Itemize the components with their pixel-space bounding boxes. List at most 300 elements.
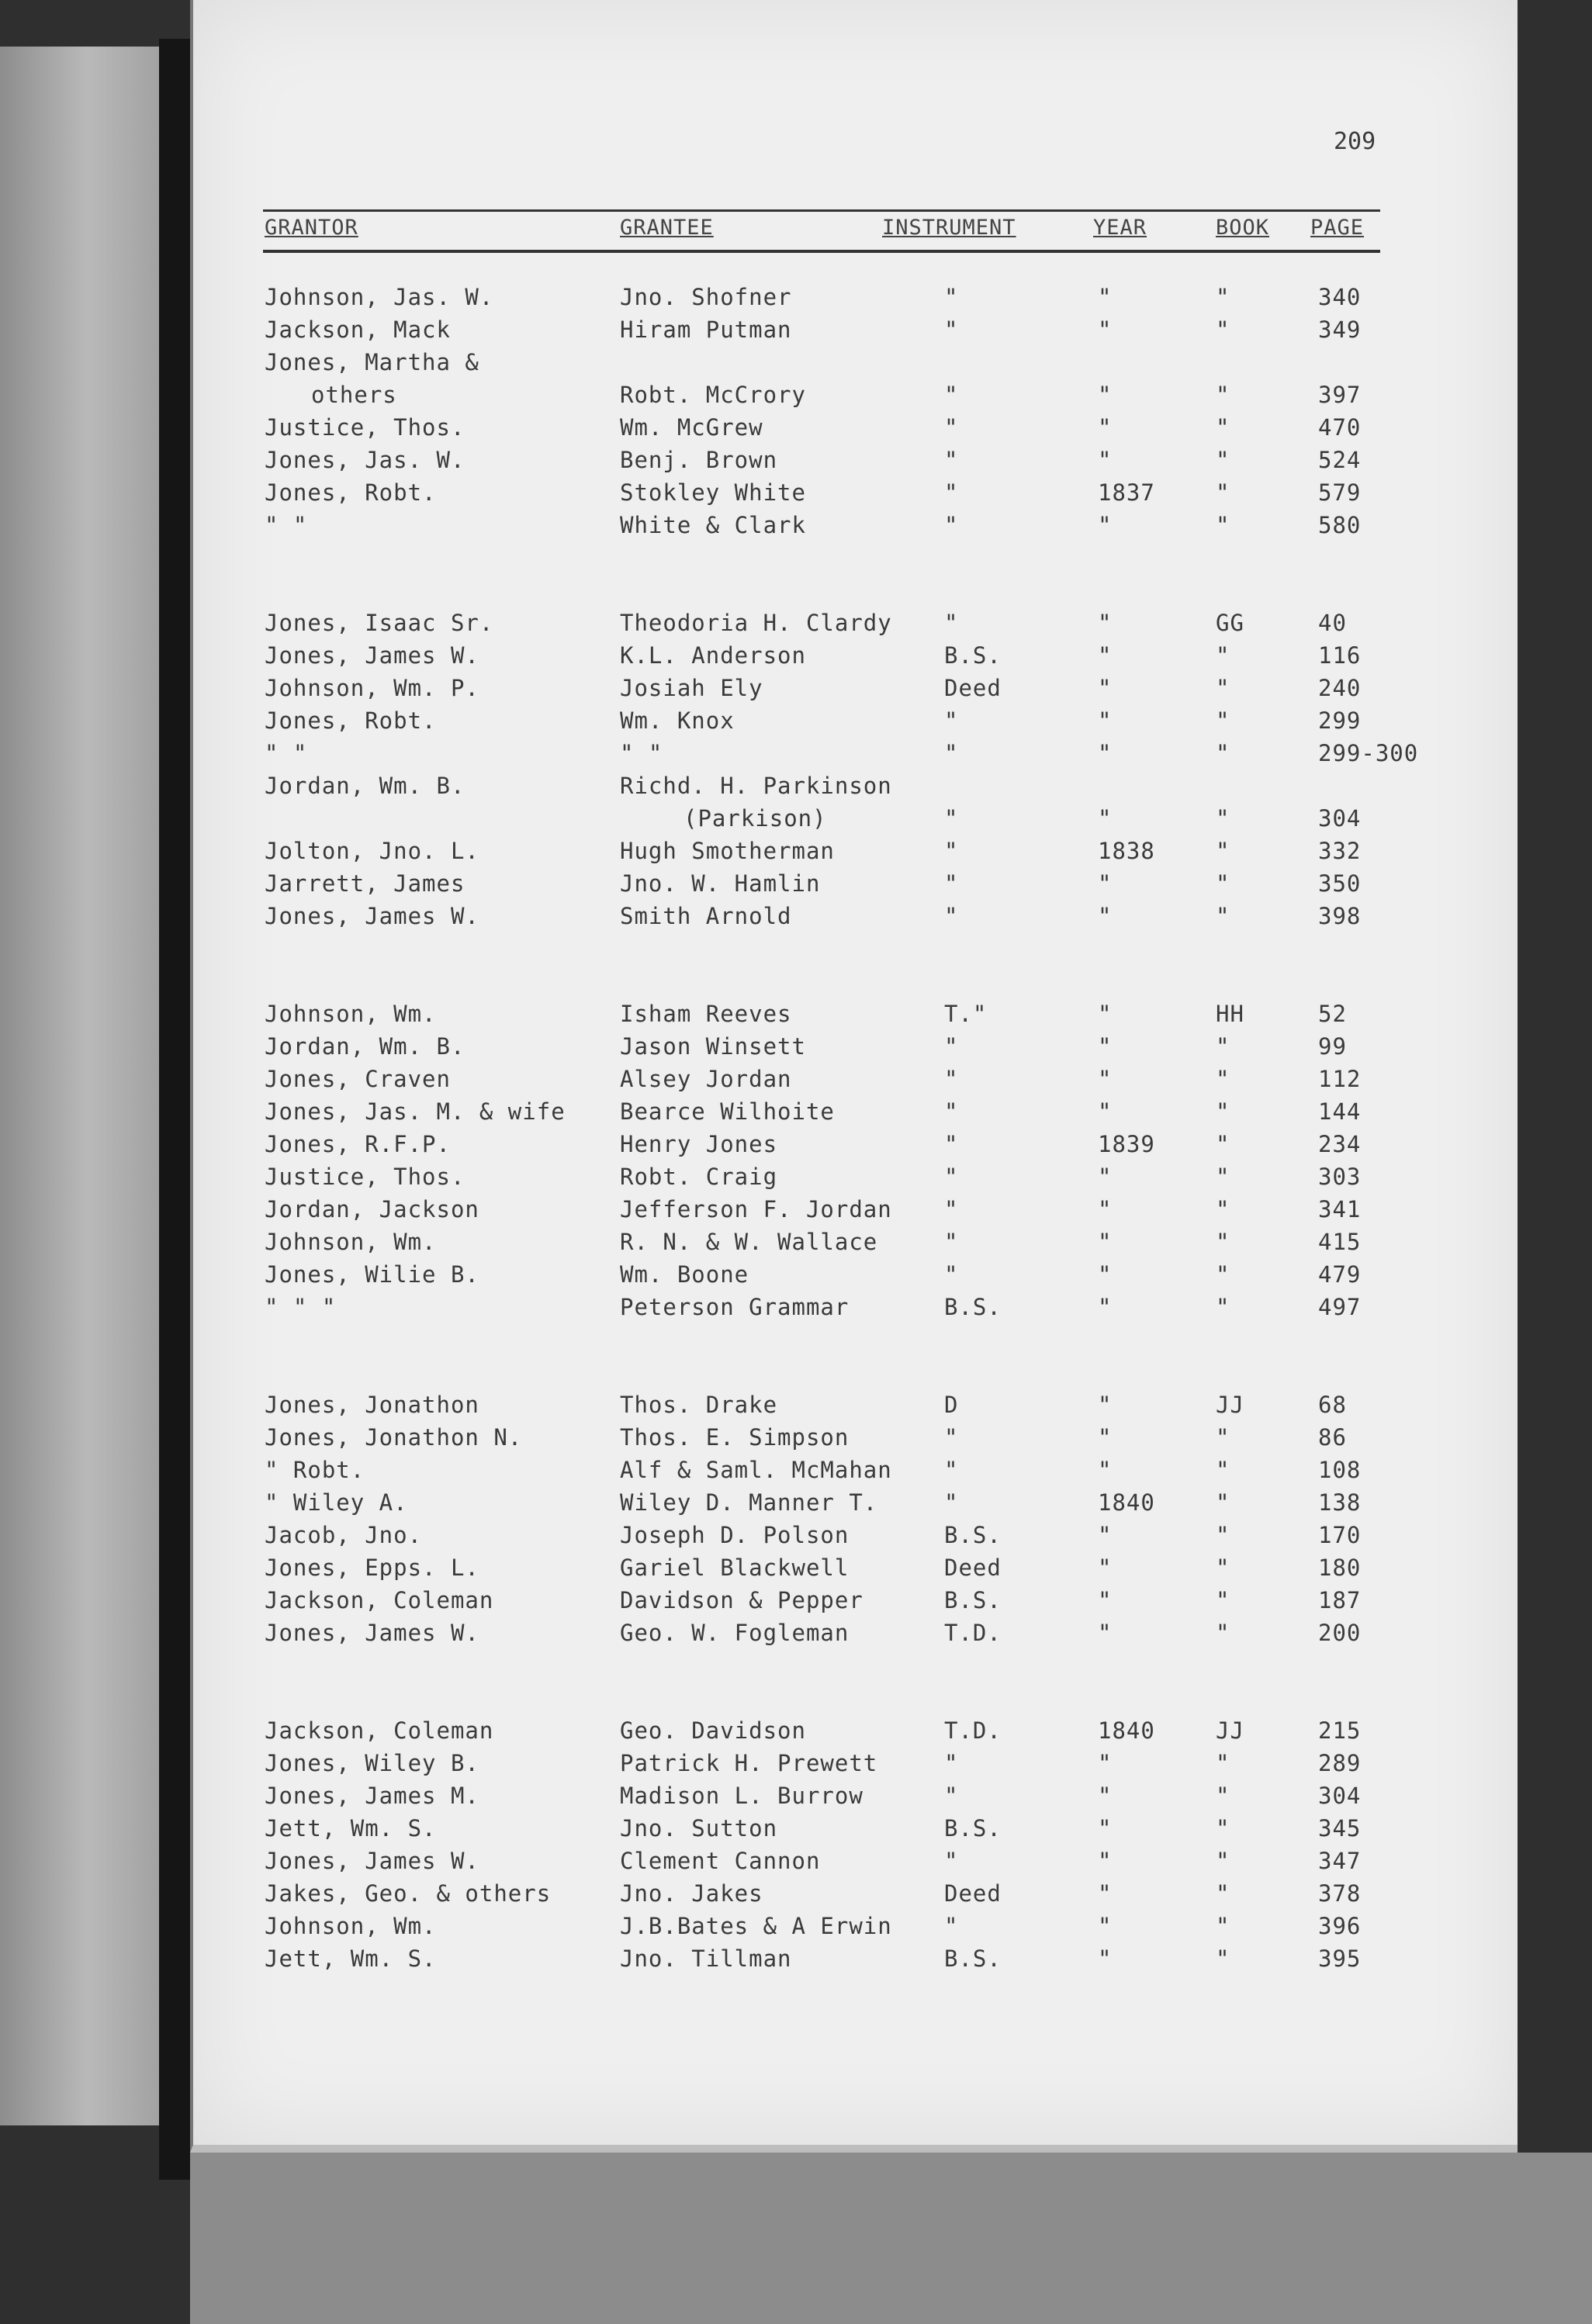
record-grantee: Alsey Jordan — [620, 1066, 792, 1092]
record-year: 1840 — [1098, 1717, 1155, 1744]
record-grantee: Madison L. Burrow — [620, 1783, 863, 1809]
record-page: 234 — [1318, 1131, 1362, 1157]
record-book: " — [1216, 382, 1230, 408]
record-book: " — [1216, 1522, 1230, 1548]
header-page: PAGE — [1310, 216, 1365, 240]
record-row — [193, 1945, 1518, 1976]
record-grantee: Hiram Putman — [620, 316, 792, 343]
record-page: 580 — [1318, 512, 1362, 538]
record-row — [193, 1913, 1518, 1944]
record-year: " — [1098, 1392, 1113, 1418]
record-row — [193, 1620, 1518, 1651]
record-row — [193, 1424, 1518, 1455]
record-grantor: Jones, James W. — [265, 903, 479, 929]
record-instrument: " — [944, 1783, 959, 1809]
record-page: 108 — [1318, 1457, 1362, 1483]
scan-background — [190, 2153, 1592, 2324]
record-grantee: Bearce Wilhoite — [620, 1098, 835, 1125]
record-instrument: B.S. — [944, 1815, 1002, 1842]
record-grantor: Jones, Jonathon N. — [265, 1424, 523, 1451]
record-year: " — [1098, 1587, 1113, 1613]
record-book: " — [1216, 1196, 1230, 1223]
record-year: " — [1098, 1945, 1113, 1972]
record-grantor: Jones, Craven — [265, 1066, 451, 1092]
record-grantor: Jones, Jas. W. — [265, 447, 465, 473]
record-grantor: Jacob, Jno. — [265, 1522, 423, 1548]
record-grantee: Robt. Craig — [620, 1164, 778, 1190]
record-page: 395 — [1318, 1945, 1362, 1972]
record-book: " — [1216, 1261, 1230, 1288]
record-page: 86 — [1318, 1424, 1347, 1451]
record-grantee: Thos. E. Simpson — [620, 1424, 850, 1451]
record-row — [193, 414, 1518, 445]
record-row — [193, 1587, 1518, 1618]
record-year: " — [1098, 284, 1113, 310]
record-grantee: " " — [620, 740, 663, 766]
record-grantor: Johnson, Wm. — [265, 1229, 437, 1255]
record-grantor: Jones, James W. — [265, 1848, 479, 1874]
record-grantee: Wm. Boone — [620, 1261, 749, 1288]
record-page: 200 — [1318, 1620, 1362, 1646]
record-grantee: Benj. Brown — [620, 447, 778, 473]
record-year: " — [1098, 414, 1113, 441]
record-instrument: T." — [944, 1001, 988, 1027]
record-grantor: Jarrett, James — [265, 870, 465, 897]
record-list — [193, 0, 1518, 2145]
header-grantee: GRANTEE — [620, 216, 714, 240]
record-grantor: Jett, Wm. S. — [265, 1945, 437, 1972]
record-instrument: " — [944, 1750, 959, 1776]
record-row — [193, 1457, 1518, 1488]
record-row — [193, 642, 1518, 673]
record-book: " — [1216, 414, 1230, 441]
record-row — [193, 1033, 1518, 1064]
record-instrument: " — [944, 1261, 959, 1288]
record-instrument: " — [944, 1196, 959, 1223]
record-row — [193, 903, 1518, 934]
record-year: " — [1098, 1424, 1113, 1451]
record-row — [193, 447, 1518, 478]
record-book: " — [1216, 1424, 1230, 1451]
record-grantor: " " " — [265, 1294, 337, 1320]
record-row — [193, 1489, 1518, 1520]
record-page: 378 — [1318, 1880, 1362, 1907]
page-number: 209 — [1334, 128, 1376, 155]
record-instrument: T.D. — [944, 1620, 1002, 1646]
record-grantor: Jones, Wiley B. — [265, 1750, 479, 1776]
record-grantee: Hugh Smotherman — [620, 838, 835, 864]
record-grantor: Jones, James M. — [265, 1783, 479, 1809]
record-instrument: " — [944, 284, 959, 310]
record-grantee: Geo. Davidson — [620, 1717, 806, 1744]
record-grantor: Jones, Martha & — [265, 349, 479, 375]
record-grantee: Richd. H. Parkinson — [620, 773, 892, 799]
record-row — [193, 1164, 1518, 1195]
page-gutter — [159, 39, 190, 2180]
record-page: 187 — [1318, 1587, 1362, 1613]
record-instrument: " — [944, 1033, 959, 1060]
record-row — [193, 1717, 1518, 1748]
record-grantee: Patrick H. Prewett — [620, 1750, 878, 1776]
record-row — [193, 838, 1518, 869]
record-row — [193, 512, 1518, 543]
record-row — [193, 1098, 1518, 1129]
record-year: " — [1098, 1294, 1113, 1320]
record-instrument: " — [944, 1489, 959, 1516]
record-grantee: Jno. Tillman — [620, 1945, 792, 1972]
record-grantee: Jno. Shofner — [620, 284, 792, 310]
record-book: " — [1216, 1750, 1230, 1776]
record-grantee: Davidson & Pepper — [620, 1587, 863, 1613]
record-instrument: " — [944, 707, 959, 734]
record-row — [193, 1880, 1518, 1911]
record-page: 398 — [1318, 903, 1362, 929]
record-book: " — [1216, 870, 1230, 897]
record-book: " — [1216, 1164, 1230, 1190]
record-grantor: Justice, Thos. — [265, 1164, 465, 1190]
record-instrument: " — [944, 1066, 959, 1092]
record-instrument: " — [944, 1424, 959, 1451]
record-grantor: Jones, Robt. — [265, 479, 437, 506]
record-grantor: " " — [265, 512, 308, 538]
record-grantor: Johnson, Wm. — [265, 1001, 437, 1027]
record-book: " — [1216, 707, 1230, 734]
record-year: " — [1098, 1555, 1113, 1581]
record-grantor: Jones, James W. — [265, 1620, 479, 1646]
record-year: " — [1098, 1457, 1113, 1483]
adjacent-page-edge — [0, 47, 159, 2125]
record-row — [193, 805, 1518, 836]
record-row — [193, 1750, 1518, 1781]
record-instrument: " — [944, 610, 959, 636]
record-year: " — [1098, 1815, 1113, 1842]
record-instrument: B.S. — [944, 642, 1002, 669]
record-book: " — [1216, 1489, 1230, 1516]
record-grantor: Jones, Robt. — [265, 707, 437, 734]
record-instrument: " — [944, 1098, 959, 1125]
record-grantor: Johnson, Jas. W. — [265, 284, 494, 310]
record-page: 112 — [1318, 1066, 1362, 1092]
record-grantor: Jones, Isaac Sr. — [265, 610, 494, 636]
record-grantor: Jones, R.F.P. — [265, 1131, 451, 1157]
record-book: " — [1216, 838, 1230, 864]
record-grantor: Johnson, Wm. P. — [265, 675, 479, 701]
record-instrument: " — [944, 1848, 959, 1874]
record-grantor: Justice, Thos. — [265, 414, 465, 441]
record-book: " — [1216, 1587, 1230, 1613]
header-book: BOOK — [1216, 216, 1270, 240]
record-book: " — [1216, 1783, 1230, 1809]
record-book: " — [1216, 316, 1230, 343]
record-year: " — [1098, 382, 1113, 408]
record-grantee: Geo. W. Fogleman — [620, 1620, 850, 1646]
record-page: 40 — [1318, 610, 1347, 636]
record-book: " — [1216, 1457, 1230, 1483]
record-instrument: B.S. — [944, 1945, 1002, 1972]
record-page: 52 — [1318, 1001, 1347, 1027]
record-grantee: Alf & Saml. McMahan — [620, 1457, 892, 1483]
record-book: " — [1216, 284, 1230, 310]
record-year: " — [1098, 1066, 1113, 1092]
record-page: 289 — [1318, 1750, 1362, 1776]
record-page: 340 — [1318, 284, 1362, 310]
record-grantee: Thos. Drake — [620, 1392, 778, 1418]
record-row — [193, 382, 1518, 413]
record-page: 180 — [1318, 1555, 1362, 1581]
record-book: " — [1216, 1913, 1230, 1939]
record-grantee: (Parkison) — [684, 805, 827, 832]
record-page: 350 — [1318, 870, 1362, 897]
record-page: 116 — [1318, 642, 1362, 669]
record-page: 415 — [1318, 1229, 1362, 1255]
record-grantee: Jno. W. Hamlin — [620, 870, 821, 897]
record-instrument: " — [944, 838, 959, 864]
record-page: 396 — [1318, 1913, 1362, 1939]
record-page: 524 — [1318, 447, 1362, 473]
record-instrument: " — [944, 805, 959, 832]
record-page: 304 — [1318, 1783, 1362, 1809]
record-row — [193, 1261, 1518, 1292]
record-grantor: Jakes, Geo. & others — [265, 1880, 552, 1907]
record-year: " — [1098, 1196, 1113, 1223]
record-grantee: Joseph D. Polson — [620, 1522, 850, 1548]
record-book: " — [1216, 1033, 1230, 1060]
ledger-page — [190, 0, 1518, 2153]
record-book: " — [1216, 1294, 1230, 1320]
record-row — [193, 349, 1518, 380]
record-row — [193, 1229, 1518, 1260]
record-year: " — [1098, 707, 1113, 734]
record-grantee: Wiley D. Manner T. — [620, 1489, 878, 1516]
record-book: " — [1216, 805, 1230, 832]
record-book: JJ — [1216, 1717, 1244, 1744]
record-year: " — [1098, 1522, 1113, 1548]
record-page: 170 — [1318, 1522, 1362, 1548]
record-instrument: " — [944, 1457, 959, 1483]
record-grantee: J.B.Bates & A Erwin — [620, 1913, 892, 1939]
record-instrument: " — [944, 382, 959, 408]
record-grantee: K.L. Anderson — [620, 642, 806, 669]
record-row — [193, 1392, 1518, 1423]
record-instrument: " — [944, 512, 959, 538]
record-book: JJ — [1216, 1392, 1244, 1418]
record-instrument: B.S. — [944, 1294, 1002, 1320]
record-year: " — [1098, 675, 1113, 701]
record-grantor: Jones, Jas. M. & wife — [265, 1098, 566, 1125]
record-page: 479 — [1318, 1261, 1362, 1288]
record-row — [193, 1001, 1518, 1032]
record-book: " — [1216, 642, 1230, 669]
record-year: 1840 — [1098, 1489, 1155, 1516]
record-grantee: Peterson Grammar — [620, 1294, 850, 1320]
record-book: " — [1216, 1131, 1230, 1157]
record-page: 215 — [1318, 1717, 1362, 1744]
record-grantor: Jones, Jonathon — [265, 1392, 479, 1418]
record-row — [193, 1783, 1518, 1814]
record-book: " — [1216, 512, 1230, 538]
record-grantor: Jordan, Jackson — [265, 1196, 479, 1223]
record-year: " — [1098, 1261, 1113, 1288]
record-page: 497 — [1318, 1294, 1362, 1320]
record-row — [193, 284, 1518, 315]
record-page: 299-300 — [1318, 740, 1419, 766]
record-instrument: " — [944, 414, 959, 441]
record-year: 1838 — [1098, 838, 1155, 864]
record-year: " — [1098, 1098, 1113, 1125]
record-grantee: Jno. Sutton — [620, 1815, 778, 1842]
record-year: " — [1098, 610, 1113, 636]
record-instrument: " — [944, 870, 959, 897]
record-book: " — [1216, 1229, 1230, 1255]
record-row — [193, 1131, 1518, 1162]
record-page: 470 — [1318, 414, 1362, 441]
record-row — [193, 1815, 1518, 1846]
record-page: 99 — [1318, 1033, 1347, 1060]
record-year: " — [1098, 870, 1113, 897]
record-instrument: D — [944, 1392, 959, 1418]
record-year: " — [1098, 1913, 1113, 1939]
record-book: " — [1216, 1098, 1230, 1125]
record-grantor: Jones, Wilie B. — [265, 1261, 479, 1288]
record-instrument: Deed — [944, 675, 1002, 701]
record-page: 341 — [1318, 1196, 1362, 1223]
record-book: HH — [1216, 1001, 1244, 1027]
record-grantee: Clement Cannon — [620, 1848, 821, 1874]
record-page: 138 — [1318, 1489, 1362, 1516]
record-grantee: Gariel Blackwell — [620, 1555, 850, 1581]
record-grantee: White & Clark — [620, 512, 806, 538]
record-grantee: Robt. McCrory — [620, 382, 806, 408]
record-year: " — [1098, 447, 1113, 473]
record-row — [193, 479, 1518, 510]
record-book: " — [1216, 675, 1230, 701]
record-book: GG — [1216, 610, 1244, 636]
record-year: " — [1098, 1620, 1113, 1646]
record-year: " — [1098, 740, 1113, 766]
record-row — [193, 316, 1518, 348]
record-year: 1839 — [1098, 1131, 1155, 1157]
record-year: " — [1098, 1880, 1113, 1907]
record-page: 397 — [1318, 382, 1362, 408]
record-book: " — [1216, 479, 1230, 506]
record-grantor: Jones, Epps. L. — [265, 1555, 479, 1581]
record-book: " — [1216, 1848, 1230, 1874]
record-grantor: Jett, Wm. S. — [265, 1815, 437, 1842]
record-row — [193, 1066, 1518, 1097]
record-instrument: B.S. — [944, 1587, 1002, 1613]
record-book: " — [1216, 1880, 1230, 1907]
record-row — [193, 707, 1518, 738]
record-grantee: Jason Winsett — [620, 1033, 806, 1060]
header-year: YEAR — [1093, 216, 1147, 240]
record-grantor: Jackson, Mack — [265, 316, 451, 343]
record-row — [193, 1555, 1518, 1586]
record-grantee: Stokley White — [620, 479, 806, 506]
record-grantor: Jones, James W. — [265, 642, 479, 669]
record-grantor: Jackson, Coleman — [265, 1587, 494, 1613]
record-book: " — [1216, 1555, 1230, 1581]
record-page: 349 — [1318, 316, 1362, 343]
record-grantee: Theodoria H. Clardy — [620, 610, 892, 636]
record-year: " — [1098, 1164, 1113, 1190]
record-row — [193, 1294, 1518, 1325]
record-grantor: Jordan, Wm. B. — [265, 773, 465, 799]
record-grantee: Wm. Knox — [620, 707, 735, 734]
record-grantee: Isham Reeves — [620, 1001, 792, 1027]
record-grantee: Jefferson F. Jordan — [620, 1196, 892, 1223]
record-page: 303 — [1318, 1164, 1362, 1190]
record-year: " — [1098, 316, 1113, 343]
record-page: 345 — [1318, 1815, 1362, 1842]
header-instrument: INSTRUMENT — [882, 216, 1016, 240]
record-page: 144 — [1318, 1098, 1362, 1125]
record-page: 332 — [1318, 838, 1362, 864]
record-page: 304 — [1318, 805, 1362, 832]
record-page: 68 — [1318, 1392, 1347, 1418]
record-year: " — [1098, 1033, 1113, 1060]
record-grantor: " Robt. — [265, 1457, 365, 1483]
record-instrument: " — [944, 316, 959, 343]
record-grantee: Jno. Jakes — [620, 1880, 763, 1907]
record-instrument: Deed — [944, 1555, 1002, 1581]
record-instrument: " — [944, 447, 959, 473]
record-book: " — [1216, 1066, 1230, 1092]
record-book: " — [1216, 1945, 1230, 1972]
record-page: 347 — [1318, 1848, 1362, 1874]
record-row — [193, 773, 1518, 804]
record-year: " — [1098, 903, 1113, 929]
record-grantee: Josiah Ely — [620, 675, 763, 701]
record-grantee: R. N. & W. Wallace — [620, 1229, 878, 1255]
record-row — [193, 1522, 1518, 1553]
record-grantor: Jackson, Coleman — [265, 1717, 494, 1744]
record-year: " — [1098, 1750, 1113, 1776]
record-grantor: Jolton, Jno. L. — [265, 838, 479, 864]
record-year: " — [1098, 642, 1113, 669]
record-year: " — [1098, 1001, 1113, 1027]
record-year: " — [1098, 805, 1113, 832]
record-instrument: " — [944, 479, 959, 506]
record-grantor: " Wiley A. — [265, 1489, 408, 1516]
record-grantee: Smith Arnold — [620, 903, 792, 929]
record-book: " — [1216, 740, 1230, 766]
record-year: 1837 — [1098, 479, 1155, 506]
record-row — [193, 1196, 1518, 1227]
record-grantee: Henry Jones — [620, 1131, 778, 1157]
record-book: " — [1216, 447, 1230, 473]
record-instrument: " — [944, 903, 959, 929]
record-instrument: " — [944, 1913, 959, 1939]
record-page: 299 — [1318, 707, 1362, 734]
record-instrument: Deed — [944, 1880, 1002, 1907]
record-book: " — [1216, 1815, 1230, 1842]
record-instrument: T.D. — [944, 1717, 1002, 1744]
record-year: " — [1098, 512, 1113, 538]
record-grantee: Wm. McGrew — [620, 414, 763, 441]
record-grantor: Johnson, Wm. — [265, 1913, 437, 1939]
record-year: " — [1098, 1783, 1113, 1809]
record-grantor: Jordan, Wm. B. — [265, 1033, 465, 1060]
record-row — [193, 1848, 1518, 1879]
record-row — [193, 870, 1518, 901]
record-row — [193, 610, 1518, 641]
record-grantor: others — [311, 382, 397, 408]
record-year: " — [1098, 1229, 1113, 1255]
record-row — [193, 740, 1518, 771]
record-instrument: B.S. — [944, 1522, 1002, 1548]
record-instrument: " — [944, 1164, 959, 1190]
record-grantor: " " — [265, 740, 308, 766]
